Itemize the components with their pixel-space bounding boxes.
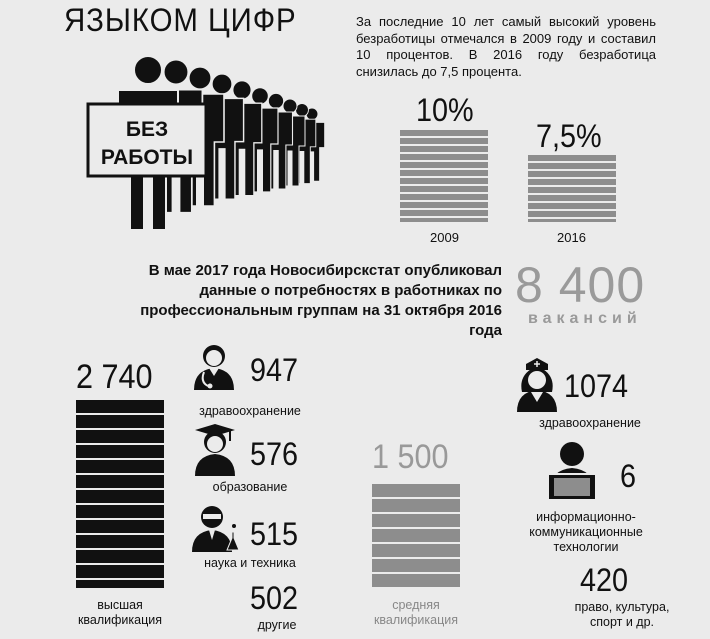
unemployed-queue-illustration xyxy=(84,56,346,246)
rate-2016-bar xyxy=(528,155,616,222)
sign-line1: БЕЗ xyxy=(125,118,169,141)
middle-label: средняя квалификация xyxy=(373,598,459,627)
middle-item-value: 6 xyxy=(620,458,637,494)
middle-item-label: информационно-коммуникационные технологии xyxy=(529,510,643,554)
higher-label: высшая квалификация xyxy=(77,598,163,627)
higher-total: 2 740 xyxy=(76,358,153,396)
rate-2016-year: 2016 xyxy=(557,230,586,245)
middle-item-label: здравоохранение xyxy=(539,416,641,430)
it-worker-icon xyxy=(544,440,600,500)
vacancies-label: вакансий xyxy=(528,310,642,327)
middle-item-label: право, культура, спорт и др. xyxy=(574,600,670,629)
statement-text: В мае 2017 года Новосибирскстат опубликовал данные о потребностях в работниках по профессиональным группам на 31 октября 2016 года xyxy=(140,262,502,339)
higher-bar xyxy=(76,400,164,588)
middle-item-value: 1074 xyxy=(564,368,629,404)
rate-2009-year: 2009 xyxy=(430,230,459,245)
scientist-icon xyxy=(190,502,242,552)
rate-2009-bar xyxy=(400,130,488,222)
higher-item-label: здравоохранение xyxy=(199,404,301,418)
graduate-icon xyxy=(192,422,238,476)
doctor-icon xyxy=(192,340,236,390)
higher-item-value: 576 xyxy=(250,436,299,472)
higher-item-label: другие xyxy=(257,618,297,632)
middle-item-value: 420 xyxy=(580,562,629,598)
sign-line2: РАБОТЫ xyxy=(100,146,194,169)
higher-item-label: образование xyxy=(212,480,288,494)
intro-text: За последние 10 лет самый высокий уровень безработицы отмечался в 2009 году и составил 10 процентов. В 2016 году безработица снизилась до 7,5 процента. xyxy=(356,14,656,79)
nurse-icon xyxy=(514,356,560,412)
page-title: ЯЗЫКОМ ЦИФР xyxy=(64,2,297,38)
vacancies-total: 8 400 xyxy=(515,257,646,313)
middle-total: 1 500 xyxy=(372,438,449,476)
middle-bar xyxy=(372,484,460,588)
rate-2009-value: 10% xyxy=(416,92,474,128)
higher-item-value: 515 xyxy=(250,516,299,552)
rate-2016-value: 7,5% xyxy=(536,118,602,154)
higher-item-value: 947 xyxy=(250,352,299,388)
higher-item-label: наука и техника xyxy=(204,556,296,570)
higher-item-value: 502 xyxy=(250,580,299,616)
